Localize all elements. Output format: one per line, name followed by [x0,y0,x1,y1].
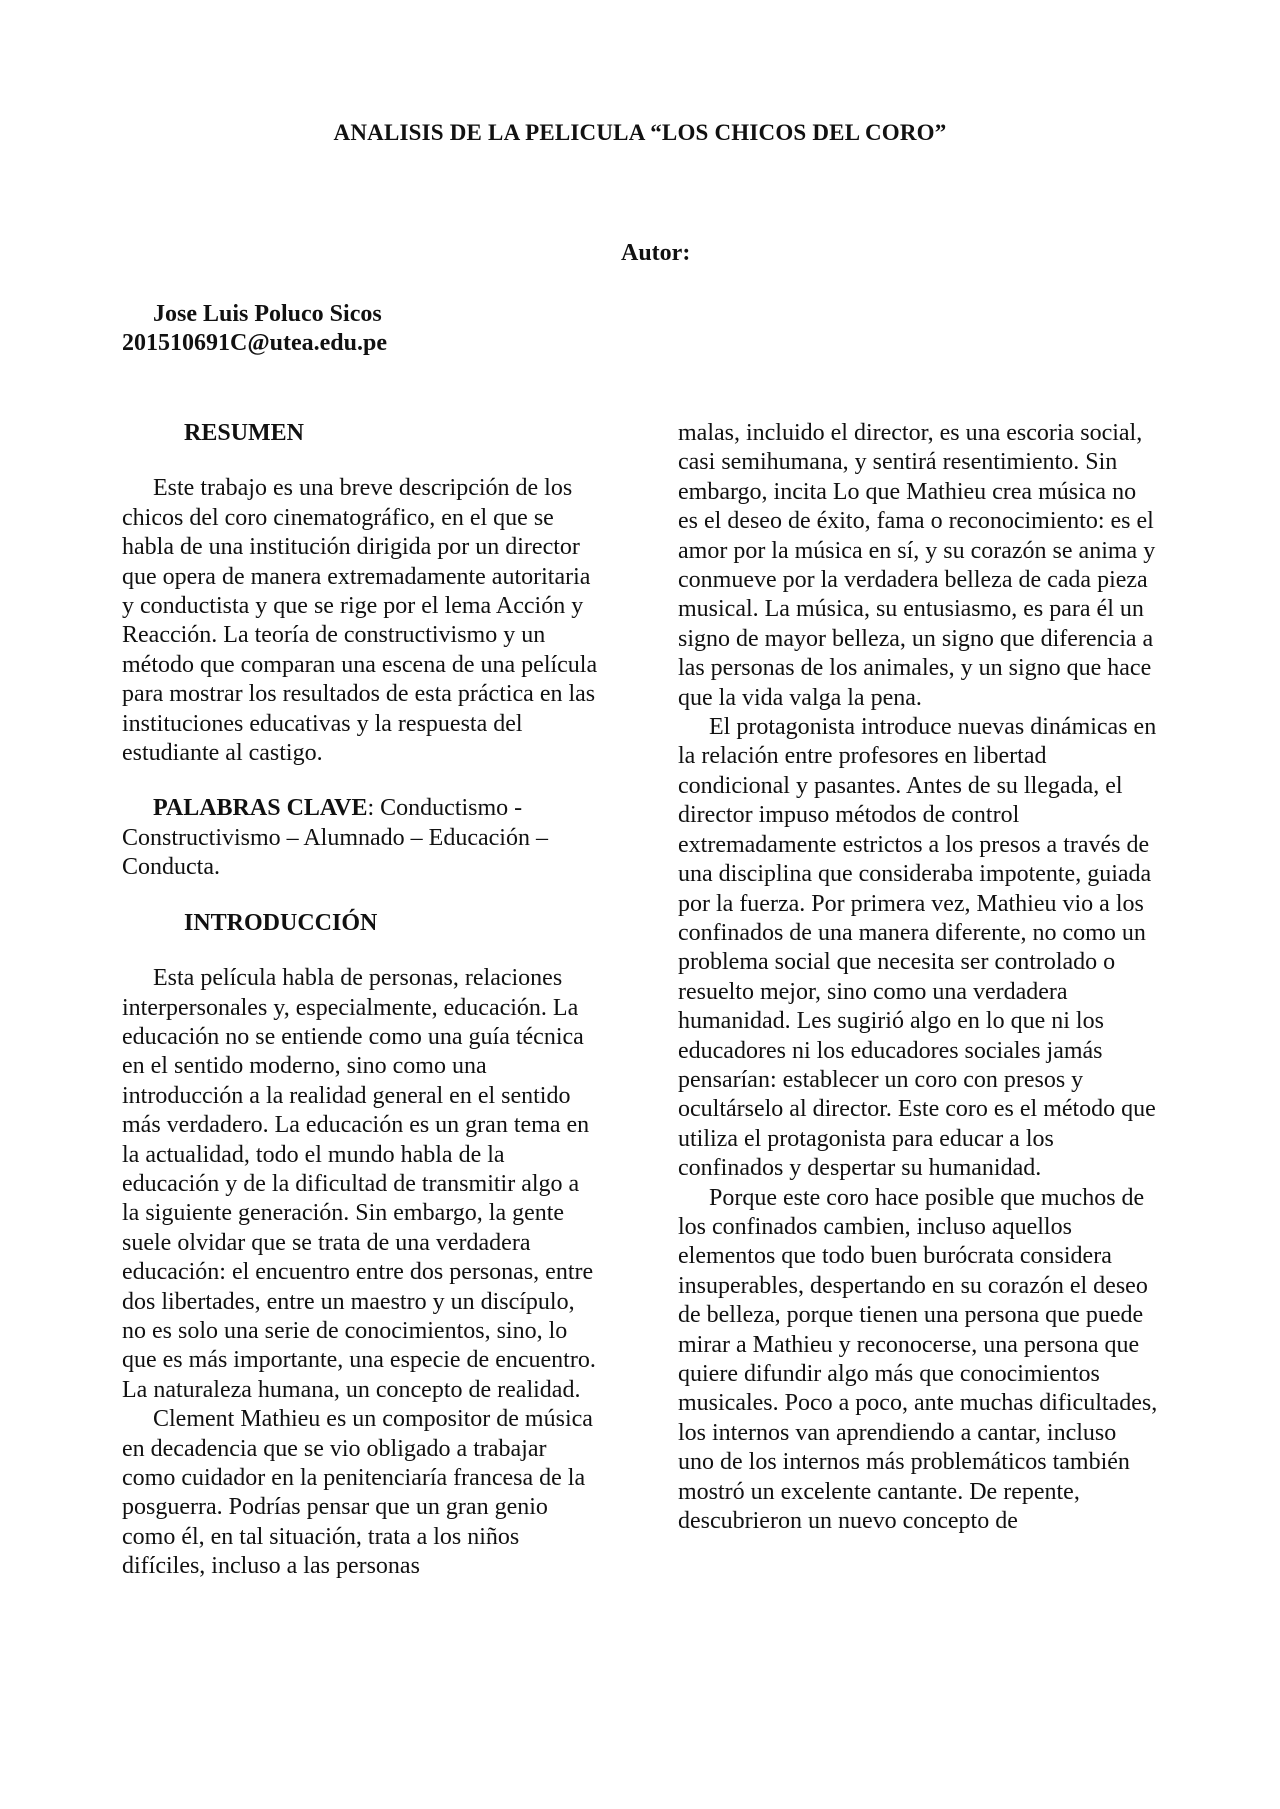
keywords-text: : Conductismo - Constructivismo – Alumnado – Educación – Conducta. [122,795,548,881]
resumen-heading: RESUMEN [184,420,305,446]
author-name: Jose Luis Poluco Sicos [153,301,382,327]
author-email: 201510691C@utea.edu.pe [122,330,387,356]
resumen-paragraph: Este trabajo es una breve descripción de los chicos del coro cinematográfico, en el que se habla de una institución dirigida por un director que opera de manera extremadamente autoritaria y conductista y que se rige por el lema Acción y Reacción. La teoría de constructivismo y un método que comparan una escena de una película para mostrar los resultados de esta práctica en las instituciones educativas y la respuesta del estudiante al castigo. [122,475,598,767]
right-paragraph-2: El protagonista introduce nuevas dinámicas en la relación entre profesores en libertad condicional y pasantes. Antes de su llegada, el director impuso métodos de control extremadamente estrictos a los presos a través de una disciplina que consideraba impotente, guiada por la fuerza. Por primera vez, Mathieu vio a los confinados de una manera diferente, no como un problema social que necesita ser controlado o resuelto mejor, sino como una verdadera humanidad. Les sugirió algo en lo que ni los educadores ni los educadores sociales jamás pensarían: establecer un coro con presos y ocultárselo al director. Este coro es el método que utiliza el protagonista para educar a los confinados y despertar su humanidad. [678,714,1157,1182]
right-column [678,419,1158,1536]
left-column [122,419,602,1582]
right-paragraph-1: malas, incluido el director, es una escoria social, casi semihumana, y sentirá resentimiento. Sin embargo, incita Lo que Mathieu crea música no es el deseo de éxito, fama o reconocimiento: es el amor por la música en sí, y su corazón se anima y conmueve por la verdadera belleza de cada pieza musical. La música, su entusiasmo, es para él un signo de mayor belleza, un signo que diferencia a las personas de los animales, y un signo que hace que la vida valga la pena. [678,420,1156,711]
keywords-paragraph [122,794,602,882]
author-block [122,300,387,358]
intro-paragraph-1: Esta película habla de personas, relaciones interpersonales y, especialmente, educación. La educación no se entiende como una guía técnica en el sentido moderno, sino como una introducción a la realidad general en el sentido más verdadero. La educación es un gran tema en la actualidad, todo el mundo habla de la educación y de la dificultad de transmitir algo a la siguiente generación. Sin embargo, la gente suele olvidar que se trata de una verdadera educación: el encuentro entre dos personas, entre dos libertades, entre un maestro y un discípulo, no es solo una serie de conocimientos, sino, lo que es más importante, una especie de encuentro. La naturaleza humana, un concepto de realidad. [122,965,596,1403]
author-label: Autor: [621,240,691,266]
right-paragraph-3: Porque este coro hace posible que muchos de los confinados cambien, incluso aquellos elementos que todo buen burócrata considera insuperables, despertando en su corazón el deseo de belleza, porque tienen una persona que puede mirar a Mathieu y reconocerse, una persona que quiere difundir algo más que conocimientos musicales. Poco a poco, ante muchas dificultades, los internos van aprendiendo a cantar, incluso uno de los internos más problemáticos también mostró un excelente cantante. De repente, descubrieron un nuevo concepto de [678,1184,1158,1535]
keywords-label: PALABRAS CLAVE [153,795,368,822]
intro-paragraph-2: Clement Mathieu es un compositor de música en decadencia que se vio obligado a trabajar como cuidador en la penitenciaría francesa de la posguerra. Podrías pensar que un gran genio como él, en tal situación, trata a los niños difíciles, incluso a las personas [122,1406,593,1580]
paper-title: ANALISIS DE LA PELICULA “LOS CHICOS DEL CORO” [333,120,947,145]
intro-heading: INTRODUCCIÓN [184,909,378,936]
